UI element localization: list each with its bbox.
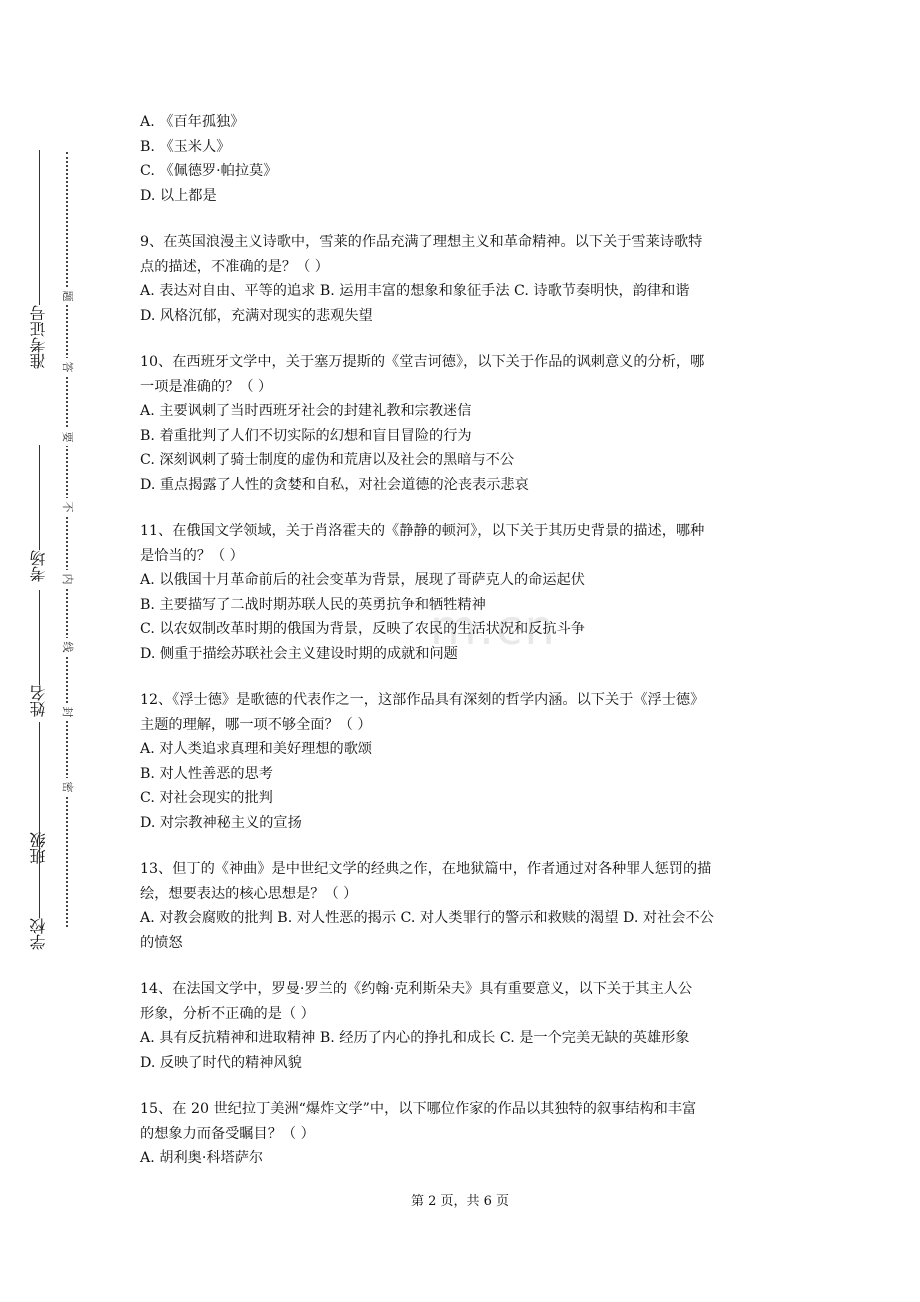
question-15 xyxy=(140,1097,785,1171)
questions-area xyxy=(140,110,785,1193)
option-row: A. 表达对自由、平等的追求 B. 运用丰富的想象和象征手法 C. 诗歌节奏明快，韵律和谐 xyxy=(140,283,690,299)
question-stem: 15、在 20 世纪拉丁美洲“爆炸文学”中，以下哪位作家的作品以其独特的叙事结构和丰富 xyxy=(140,1101,697,1117)
option-row: A. 对教会腐败的批判 B. 对人性恶的揭示 C. 对人类罪行的警示和救赎的渴望 D. 对社会不公 xyxy=(140,910,714,926)
option-b: B. 《玉米人》 xyxy=(140,138,231,155)
question-stem: 10、在西班牙文学中，关于塞万提斯的《堂吉诃德》，以下关于作品的讽刺意义的分析，哪 xyxy=(140,354,705,370)
exam-id-blank-line xyxy=(38,150,40,305)
option-b: B. 对人性善恶的思考 xyxy=(140,765,273,782)
question-12 xyxy=(140,688,785,835)
seal-char: 密 xyxy=(60,778,74,796)
name-label: 姓名 xyxy=(29,685,48,717)
question-stem: 形象，分析不正确的是（ ） xyxy=(140,1005,315,1022)
option-d: D. 重点揭露了人性的贪婪和自私，对社会道德的沦丧表示悲哀 xyxy=(140,476,529,493)
question-stem: 是恰当的？（ ） xyxy=(140,547,244,564)
question-stem: 点的描述，不准确的是？（ ） xyxy=(140,258,329,275)
question-stem: 9、在英国浪漫主义诗歌中，雪莱的作品充满了理想主义和革命精神。以下关于雪莱诗歌特 xyxy=(140,234,703,250)
question-stem: 13、但丁的《神曲》是中世纪文学的经典之作，在地狱篇中，作者通过对各种罪人惩罚的描 xyxy=(140,861,712,877)
question-11 xyxy=(140,519,785,666)
seal-text xyxy=(58,152,76,927)
question-stem: 14、在法国文学中，罗曼·罗兰的《约翰·克利斯朵夫》具有重要意义，以下关于其主人公 xyxy=(140,981,693,997)
option-a: A. 胡利奥·科塔萨尔 xyxy=(140,1150,264,1166)
class-label: 班级 xyxy=(29,832,48,864)
option-a: A. 主要讽刺了当时西班牙社会的封建礼教和宗教迷信 xyxy=(140,403,472,419)
seal-char: 题 xyxy=(60,287,74,305)
option-b: B. 着重批判了人们不切实际的幻想和盲目冒险的行为 xyxy=(140,427,472,444)
option-row: A. 具有反抗精神和进取精神 B. 经历了内心的挣扎和成长 C. 是一个完美无缺的英雄形象 xyxy=(140,1030,690,1046)
question-stem: 11、在俄国文学领域，关于肖洛霍夫的《静静的顿河》，以下关于其历史背景的描述，哪种 xyxy=(140,523,705,539)
question-14 xyxy=(140,977,785,1075)
exam-room-label: 考场 xyxy=(29,550,48,582)
exam-room-blank-line xyxy=(38,445,40,550)
option-b: B. 主要描写了二战时期苏联人民的英勇抗争和牺牲精神 xyxy=(140,596,486,613)
seal-char: 不 xyxy=(60,498,74,516)
question-stem: 12、《浮士德》是歌德的代表作之一，这部作品具有深刻的哲学内涵。以下关于《浮士德》 xyxy=(140,692,705,708)
option-c: C. 《佩德罗·帕拉莫》 xyxy=(140,163,278,179)
exam-id-label: 准考证号 xyxy=(29,305,48,369)
option-d: D. 风格沉郁，充满对现实的悲观失望 xyxy=(140,307,373,324)
page-footer: 第 2 页，共 6 页 xyxy=(410,1194,510,1209)
option-d: D. 对宗教神秘主义的宣扬 xyxy=(140,814,302,831)
school-blank-line xyxy=(38,798,40,918)
question-9 xyxy=(140,230,785,328)
option-a: A. 《百年孤独》 xyxy=(140,114,245,130)
question-stem: 一项是准确的？（ ） xyxy=(140,378,273,395)
exam-room-field xyxy=(29,445,49,582)
option-d: D. 反映了时代的精神风貌 xyxy=(140,1054,302,1071)
option-a: A. 以俄国十月革命前后的社会变革为背景，展现了哥萨克人的命运起伏 xyxy=(140,572,585,588)
option-c: C. 对社会现实的批判 xyxy=(140,790,273,806)
option-c: C. 深刻讽刺了骑士制度的虚伪和荒唐以及社会的黑暗与不公 xyxy=(140,452,515,468)
seal-char: 内 xyxy=(60,570,74,588)
question-10 xyxy=(140,350,785,497)
option-c: C. 以农奴制改革时期的俄国为背景，反映了农民的生活状况和反抗斗争 xyxy=(140,621,585,637)
watermark: m.cn xyxy=(430,600,557,656)
binding-margin xyxy=(22,130,56,950)
question-stem: 主题的理解，哪一项不够全面？（ ） xyxy=(140,716,372,733)
seal-char: 答 xyxy=(60,358,74,376)
option-d: D. 侧重于描绘苏联社会主义建设时期的成就和问题 xyxy=(140,645,458,662)
option-row: 的愤怒 xyxy=(140,934,183,951)
name-blank-line xyxy=(38,590,40,685)
school-field xyxy=(29,798,49,950)
seal-char: 线 xyxy=(60,638,74,656)
question-13 xyxy=(140,857,785,955)
option-d: D. 以上都是 xyxy=(140,187,217,204)
seal-char: 封 xyxy=(60,703,74,721)
school-label: 学校 xyxy=(29,918,48,950)
question-stem: 的想象力而备受瞩目？（ ） xyxy=(140,1125,315,1142)
exam-id-field xyxy=(29,150,49,369)
seal-char: 要 xyxy=(60,428,74,446)
name-field xyxy=(29,590,49,717)
question-8-options xyxy=(140,110,785,208)
option-a: A. 对人类追求真理和美好理想的歌颂 xyxy=(140,741,373,757)
question-stem: 绘，想要表达的核心思想是？（ ） xyxy=(140,885,358,902)
